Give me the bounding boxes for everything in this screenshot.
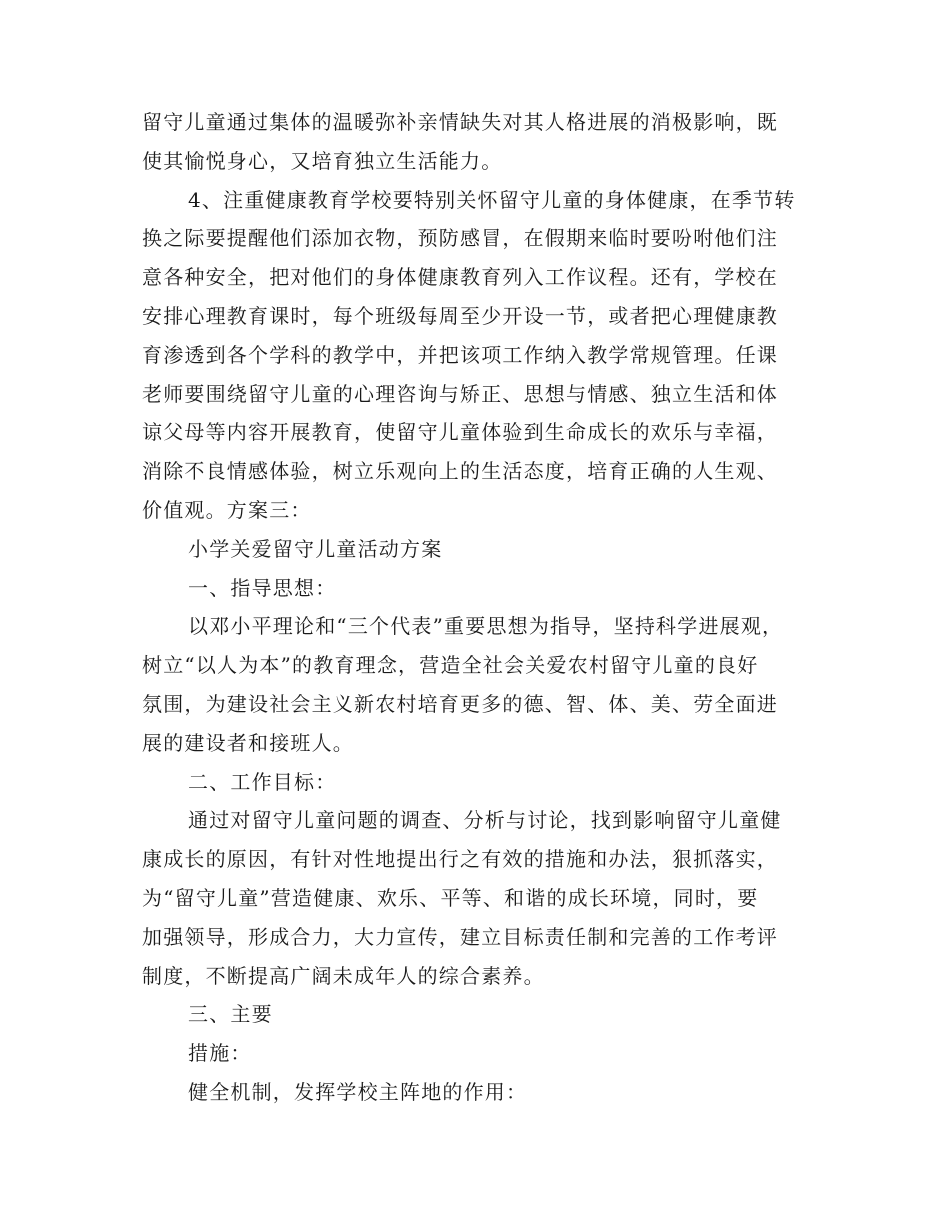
text-line: 以邓小平理论和“三个代表”重要思想为指导，坚持科学进展观， bbox=[188, 614, 784, 639]
body-text bbox=[142, 103, 822, 1112]
section-heading: 一、指导思想： bbox=[188, 575, 337, 600]
section-heading: 二、工作目标： bbox=[188, 769, 337, 794]
text-line: 老师要围绕留守儿童的心理咨询与矫正、思想与情感、独立生活和体 bbox=[142, 381, 778, 406]
text-line: 康成长的原因，有针对性地提出行之有效的措施和办法，狠抓落实， bbox=[142, 847, 778, 872]
text-line: 育渗透到各个学科的教学中，并把该项工作纳入教学常规管理。任课 bbox=[142, 342, 778, 367]
text-line: 制度，不断提高广阔未成年人的综合素养。 bbox=[142, 963, 545, 988]
text-line: 氛围，为建设社会主义新农村培育更多的德、智、体、美、劳全面进 bbox=[142, 691, 778, 716]
text-line: 加强领导，形成合力，大力宣传，建立目标责任制和完善的工作考评 bbox=[142, 924, 778, 949]
text-line: 展的建设者和接班人。 bbox=[142, 730, 354, 755]
text-line: 换之际要提醒他们添加衣物，预防感冒，在假期来临时要吩咐他们注 bbox=[142, 226, 778, 251]
section-heading: 三、主要 bbox=[188, 1002, 273, 1027]
text-line: 措施： bbox=[188, 1041, 252, 1066]
section-title: 小学关爱留守儿童活动方案 bbox=[188, 536, 443, 561]
text-line: 4、注重健康教育学校要特别关怀留守儿童的身体健康，在季节转 bbox=[188, 187, 796, 212]
text-line: 通过对留守儿童问题的调查、分析与讨论，找到影响留守儿童健 bbox=[188, 808, 782, 833]
text-line: 谅父母等内容开展教育，使留守儿童体验到生命成长的欢乐与幸福， bbox=[142, 420, 778, 445]
text-line: 留守儿童通过集体的温暖弥补亲情缺失对其人格进展的消极影响，既 bbox=[142, 110, 778, 134]
text-line: 安排心理教育课时，每个班级每周至少开设一节，或者把心理健康教 bbox=[142, 303, 778, 328]
text-line: 为“留守儿童”营造健康、欢乐、平等、和谐的成长环境，同时，要 bbox=[142, 885, 759, 910]
text-line: 消除不良情感体验，树立乐观向上的生活态度，培育正确的人生观、 bbox=[142, 459, 778, 484]
text-line: 意各种安全，把对他们的身体健康教育列入工作议程。还有，学校在 bbox=[142, 265, 778, 290]
text-line: 树立“以人为本”的教育理念，营造全社会关爱农村留守儿童的良好 bbox=[142, 653, 759, 678]
text-line: 使其愉悦身心，又培育独立生活能力。 bbox=[142, 148, 503, 173]
text-line: 健全机制，发挥学校主阵地的作用： bbox=[188, 1079, 528, 1104]
text-line: 价值观。方案三： bbox=[142, 497, 312, 522]
